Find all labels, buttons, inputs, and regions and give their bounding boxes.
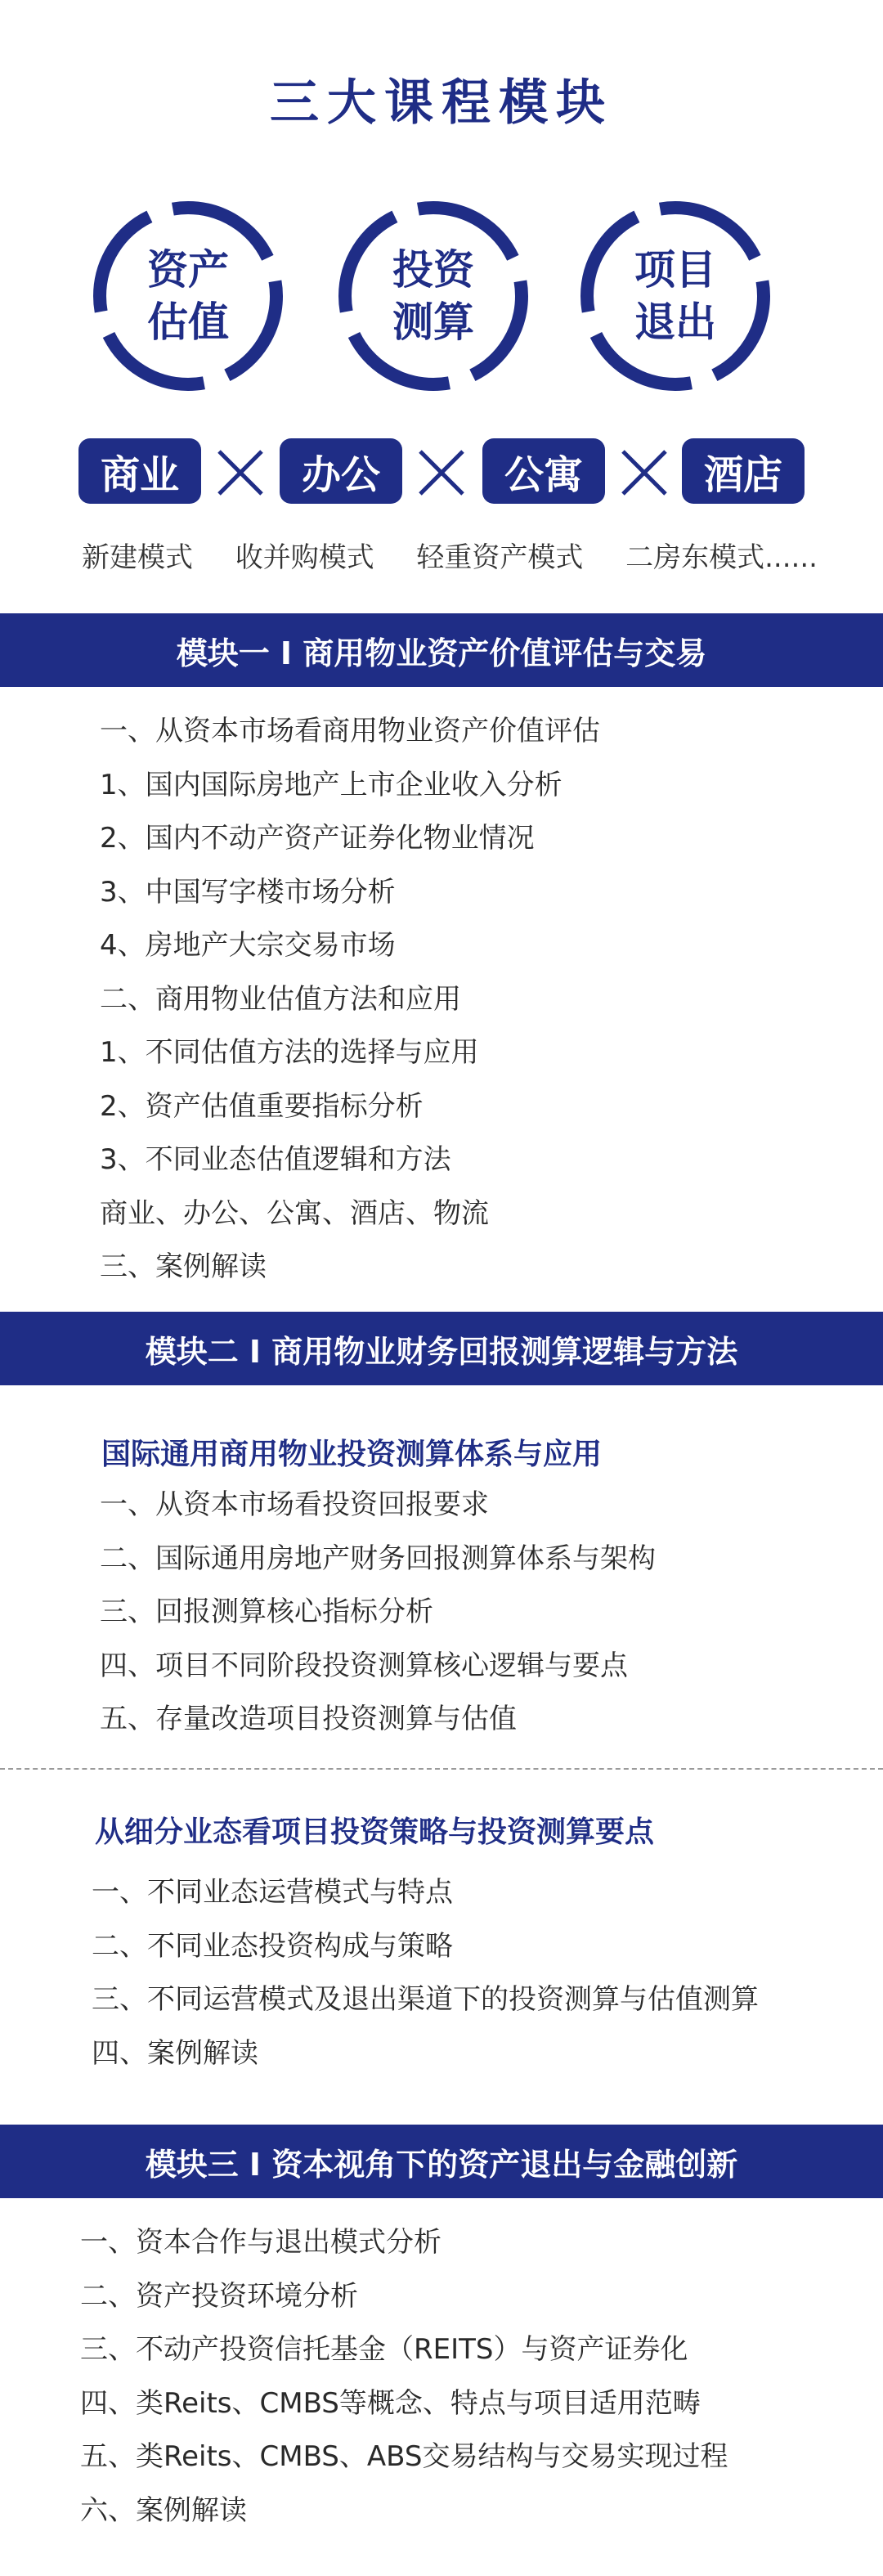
- list-item: 一、不同业态运营模式与特点: [92, 1876, 453, 1909]
- list-item: 三、不同运营模式及退出渠道下的投资测算与估值测算: [92, 1983, 759, 2016]
- circle-text-line1: 投资: [392, 246, 474, 294]
- list-item: 2、国内不动产资产证券化物业情况: [100, 822, 535, 855]
- circle-text-line2: 测算: [392, 298, 474, 346]
- circle-text-line2: 退出: [634, 298, 716, 346]
- list-item: 4、房地产大宗交易市场: [100, 929, 396, 962]
- list-item: 四、案例解读: [92, 2036, 258, 2070]
- module2-section1-list: [100, 1479, 656, 1747]
- circle-asset-valuation: [92, 200, 285, 393]
- list-item: 3、中国写字楼市场分析: [100, 875, 396, 909]
- circle-project-exit: [579, 200, 772, 393]
- module1-list: [100, 705, 600, 1295]
- list-item: 一、从资本市场看商用物业资产价值评估: [100, 715, 600, 747]
- tag-hotel: 酒店: [682, 438, 805, 504]
- modes-row: [82, 535, 818, 575]
- circle-text-line1: 资产: [147, 246, 229, 294]
- cross-icon: [214, 447, 267, 499]
- mode-item: 二房东模式......: [625, 541, 818, 574]
- module2-section2-list: [92, 1866, 759, 2080]
- module2-section2-heading: 从细分业态看项目投资策略与投资测算要点: [95, 1815, 655, 1849]
- circle-text-line1: 项目: [634, 246, 716, 294]
- list-item: 1、不同估值方法的选择与应用: [100, 1036, 479, 1069]
- tag-apartment: 公寓: [482, 438, 605, 504]
- list-item: 五、存量改造项目投资测算与估值: [100, 1703, 517, 1735]
- list-item: 四、类Reits、CMBS等概念、特点与项目适用范畴: [80, 2386, 701, 2420]
- module1-header: 模块一 I 商用物业资产价值评估与交易: [0, 613, 883, 687]
- list-item: 五、类Reits、CMBS、ABS交易结构与交易实现过程: [80, 2440, 728, 2473]
- list-item: 一、资本合作与退出模式分析: [80, 2226, 441, 2259]
- tag-office: 办公: [280, 438, 402, 504]
- module3-header: 模块三 I 资本视角下的资产退出与金融创新: [0, 2125, 883, 2198]
- cross-icon: [415, 447, 468, 499]
- list-item: 六、案例解读: [80, 2493, 247, 2527]
- list-item: 1、国内国际房地产上市企业收入分析: [100, 768, 563, 801]
- list-item: 三、回报测算核心指标分析: [100, 1595, 433, 1628]
- mode-item: 收并购模式: [235, 541, 374, 574]
- circle-text-line2: 估值: [147, 298, 229, 346]
- list-item: 一、从资本市场看投资回报要求: [100, 1488, 489, 1521]
- list-item: 2、资产估值重要指标分析: [100, 1089, 424, 1123]
- list-item: 二、商用物业估值方法和应用: [100, 982, 461, 1016]
- list-item: 三、不动产投资信托基金（REITS）与资产证券化: [80, 2333, 688, 2366]
- section-divider: [0, 1768, 883, 1770]
- list-item: 三、案例解读: [100, 1250, 267, 1283]
- list-item: 二、不同业态投资构成与策略: [92, 1929, 453, 1963]
- module2-section1-heading: 国际通用商用物业投资测算体系与应用: [101, 1438, 603, 1471]
- mode-item: 轻重资产模式: [416, 541, 584, 574]
- tag-commercial: 商业: [78, 438, 201, 504]
- cross-icon: [618, 447, 670, 499]
- page-title: 三大课程模块: [270, 74, 613, 132]
- list-item: 二、国际通用房地产财务回报测算体系与架构: [100, 1542, 656, 1575]
- circle-investment-calc: [337, 200, 530, 393]
- list-item: 四、项目不同阶段投资测算核心逻辑与要点: [100, 1649, 628, 1682]
- list-item: 二、资产投资环境分析: [80, 2279, 358, 2313]
- list-item: 商业、办公、公寓、酒店、物流: [100, 1196, 489, 1230]
- list-item: 3、不同业态估值逻辑和方法: [100, 1143, 451, 1176]
- module3-list: [80, 2216, 728, 2538]
- module2-header: 模块二 I 商用物业财务回报测算逻辑与方法: [0, 1312, 883, 1385]
- mode-item: 新建模式: [82, 541, 193, 574]
